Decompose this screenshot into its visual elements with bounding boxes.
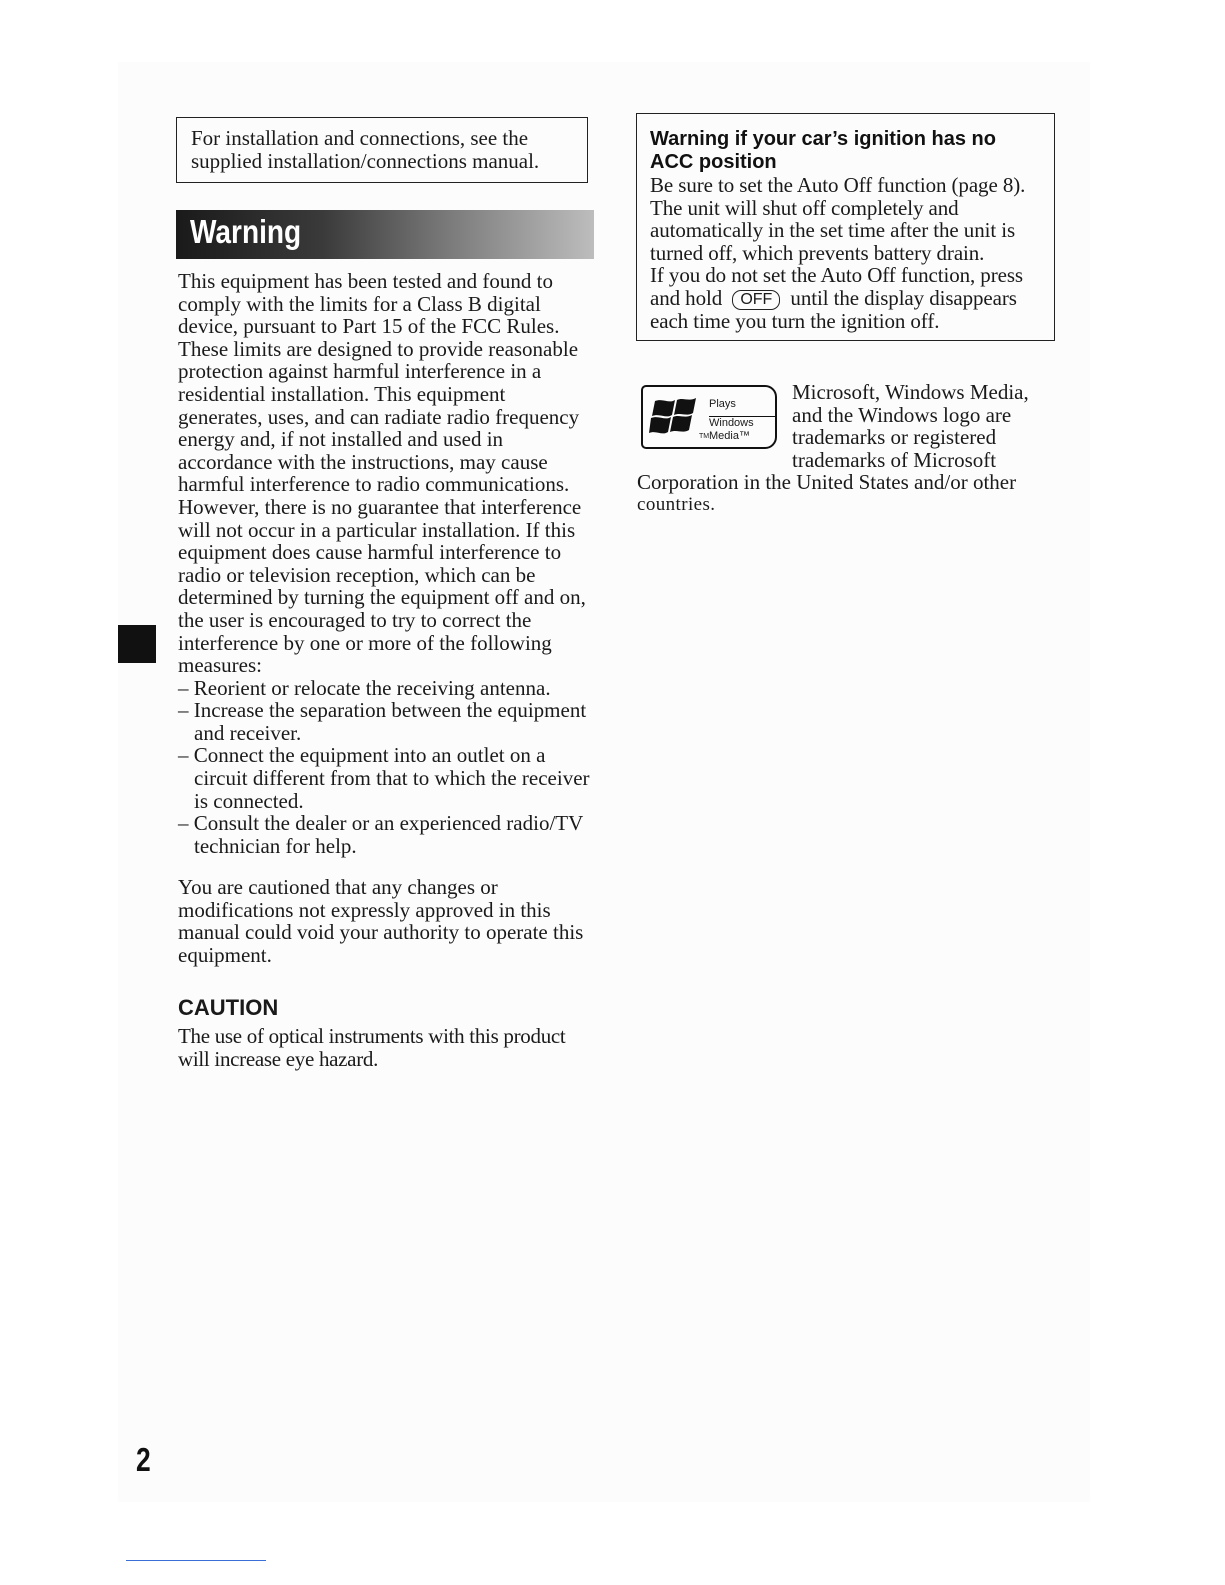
modifications-line: manual could void your authority to operate this bbox=[178, 920, 584, 945]
acc-last-line: each time you turn the ignition off. bbox=[650, 308, 940, 333]
plays-windows-media-logo bbox=[641, 385, 777, 449]
installation-note-box bbox=[176, 117, 588, 183]
footer-link-underline bbox=[126, 1560, 266, 1561]
fcc-line: the user is encouraged to try to correct the bbox=[178, 607, 532, 632]
fcc-line: energy and, if not installed and used in bbox=[178, 427, 504, 452]
section-tab-marker bbox=[118, 625, 156, 663]
fcc-line: device, pursuant to Part 15 of the FCC Rules. bbox=[178, 314, 560, 339]
off-button-symbol: OFF bbox=[732, 290, 780, 310]
caution-body bbox=[178, 1025, 598, 1070]
acc-warning-line: The unit will shut off completely and bbox=[650, 195, 959, 220]
fcc-line: measures: bbox=[178, 653, 262, 678]
fcc-line: harmful interference to radio communications. bbox=[178, 472, 570, 497]
fcc-line: interference by one or more of the following bbox=[178, 630, 552, 655]
modifications-line: modifications not expressly approved in this bbox=[178, 897, 551, 922]
fcc-line: comply with the limits for a Class B digital bbox=[178, 291, 541, 316]
caution-line: will increase eye hazard. bbox=[178, 1046, 379, 1071]
trademark-line: countries. bbox=[637, 493, 716, 515]
fcc-line: residential installation. This equipment bbox=[178, 381, 506, 406]
acc-warning-line: Be sure to set the Auto Off function (page 8). bbox=[650, 173, 1026, 197]
measure-item-line: – Reorient or relocate the receiving antenna. bbox=[178, 675, 551, 700]
modifications-line: You are cautioned that any changes or bbox=[178, 875, 498, 899]
acc-warning-box bbox=[636, 113, 1055, 341]
acc-warning-title bbox=[650, 128, 1054, 174]
fcc-line: generates, uses, and can radiate radio frequency bbox=[178, 404, 580, 429]
measure-item-line: – Consult the dealer or an experienced radio/TV bbox=[178, 811, 584, 836]
warning-heading: Warning bbox=[190, 213, 302, 250]
acc-hold-prefix: and hold bbox=[650, 285, 728, 310]
fcc-line: determined by turning the equipment off and on, bbox=[178, 585, 586, 610]
fcc-line: will not occur in a particular installation. If this bbox=[178, 517, 576, 542]
logo-media-text: Media™ bbox=[709, 430, 750, 442]
trademark-notice bbox=[792, 381, 1042, 471]
acc-hold-line bbox=[650, 287, 1054, 310]
page-number: 2 bbox=[136, 1441, 151, 1478]
trademark-notice-continued bbox=[637, 471, 1057, 516]
acc-warning-title-line: Warning if your car’s ignition has no bbox=[650, 128, 996, 150]
fcc-statement bbox=[178, 270, 598, 857]
fcc-line: protection against harmful interference in a bbox=[178, 359, 542, 384]
logo-windows-text: Windows bbox=[709, 417, 754, 429]
installation-note-line: For installation and connections, see the bbox=[191, 126, 529, 150]
fcc-line: This equipment has been tested and found to bbox=[178, 269, 553, 293]
trademark-line: trademarks of Microsoft bbox=[792, 447, 997, 472]
acc-warning-line: turned off, which prevents battery drain. bbox=[650, 240, 985, 265]
fcc-line: These limits are designed to provide reasonable bbox=[178, 336, 579, 361]
logo-plays-text: Plays bbox=[709, 398, 736, 410]
trademark-line: and the Windows logo are bbox=[792, 402, 1012, 427]
measure-item-line: – Increase the separation between the equipment bbox=[178, 698, 587, 723]
acc-hold-suffix: until the display disappears bbox=[785, 285, 1017, 310]
acc-warning-line: If you do not set the Auto Off function, press bbox=[650, 263, 1023, 288]
fcc-line: radio or television reception, which can be bbox=[178, 562, 536, 587]
acc-warning-line: automatically in the set time after the unit is bbox=[650, 218, 1016, 243]
measure-item-line: – Connect the equipment into an outlet on a bbox=[178, 743, 546, 768]
logo-tm-text: TM bbox=[699, 433, 710, 440]
warning-heading-bar bbox=[176, 210, 594, 259]
fcc-line: equipment does cause harmful interference to bbox=[178, 540, 562, 565]
fcc-line: However, there is no guarantee that interference bbox=[178, 494, 582, 519]
trademark-line: Microsoft, Windows Media, bbox=[792, 380, 1029, 404]
measure-item-line: circuit different from that to which the receiver bbox=[194, 766, 590, 791]
measure-item-line: and receiver. bbox=[194, 720, 302, 745]
measure-item-line: technician for help. bbox=[194, 833, 357, 858]
acc-warning-title-line: ACC position bbox=[650, 151, 777, 173]
caution-line: The use of optical instruments with this product bbox=[178, 1024, 566, 1048]
fcc-line: accordance with the instructions, may cause bbox=[178, 449, 548, 474]
windows-flag-icon bbox=[649, 395, 701, 441]
trademark-line: Corporation in the United States and/or other bbox=[637, 470, 1017, 494]
caution-title: CAUTION bbox=[178, 995, 279, 1020]
modifications-notice bbox=[178, 876, 598, 966]
trademark-line: trademarks or registered bbox=[792, 425, 997, 450]
acc-warning-body bbox=[650, 174, 1054, 333]
modifications-line: equipment. bbox=[178, 942, 272, 967]
measure-item-line: is connected. bbox=[194, 788, 304, 813]
installation-note-line: supplied installation/connections manual. bbox=[191, 148, 540, 173]
